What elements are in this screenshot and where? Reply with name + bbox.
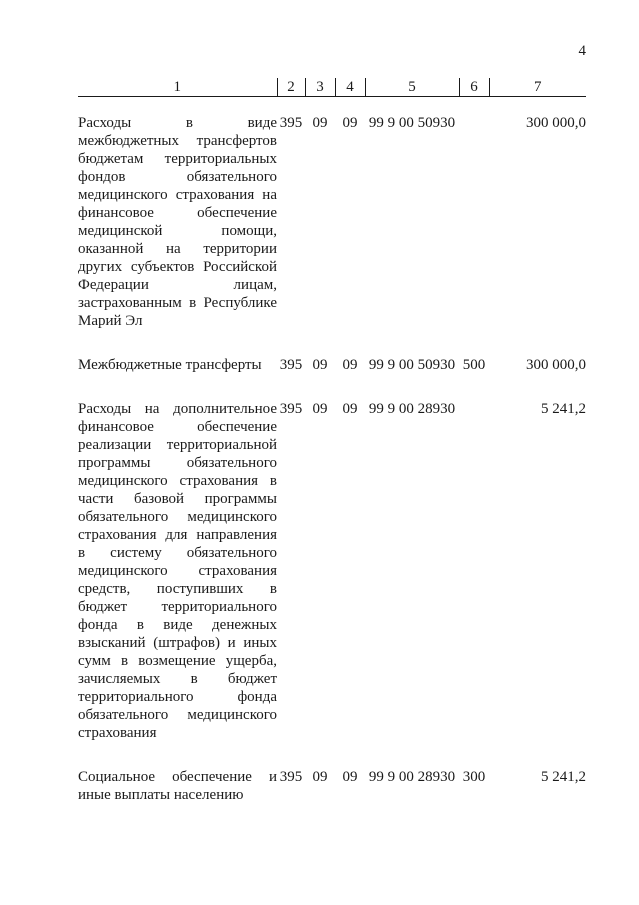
row-name: Межбюджетные трансферты <box>78 357 262 373</box>
row-section: 09 <box>312 769 328 785</box>
row-code-admin: 395 <box>279 115 303 131</box>
table-row <box>78 356 586 374</box>
row-amount: 5 241,2 <box>541 769 586 785</box>
column-header-1: 1 <box>78 78 277 97</box>
row-subsection: 09 <box>342 769 358 785</box>
row-target-item: 99 9 00 50930 <box>368 115 456 131</box>
column-header-4: 4 <box>335 78 365 97</box>
row-section: 09 <box>312 115 328 131</box>
row-code-admin: 395 <box>279 401 303 417</box>
row-amount: 300 000,0 <box>526 357 586 373</box>
table-row <box>78 768 586 804</box>
page-number: 4 <box>578 43 586 59</box>
column-header-7: 7 <box>489 78 586 97</box>
row-expense-type <box>459 400 489 742</box>
row-subsection: 09 <box>342 115 358 131</box>
row-name: Социальное обеспечение и иные выплаты населению <box>78 769 277 803</box>
row-amount: 300 000,0 <box>526 115 586 131</box>
column-header-2: 2 <box>277 78 305 97</box>
row-amount: 5 241,2 <box>541 401 586 417</box>
row-expense-type: 500 <box>462 357 486 373</box>
column-header-6: 6 <box>459 78 489 97</box>
row-code-admin: 395 <box>279 357 303 373</box>
row-expense-type: 300 <box>462 769 486 785</box>
table-row <box>78 400 586 742</box>
row-subsection: 09 <box>342 357 358 373</box>
row-code-admin: 395 <box>279 769 303 785</box>
row-expense-type <box>459 114 489 330</box>
row-target-item: 99 9 00 28930 <box>368 769 456 785</box>
budget-table <box>78 78 586 804</box>
table-row <box>78 114 586 330</box>
row-name: Расходы в виде межбюджетных трансфертов бюджетам территориальных фондов обязательного медицинского страхования на финансовое обеспечение медицинской помощи, оказанной на территории других субъектов Российской Федерации лицам, застрахованным в Республике Марий Эл <box>78 115 277 329</box>
row-target-item: 99 9 00 28930 <box>368 401 456 417</box>
row-section: 09 <box>312 357 328 373</box>
row-section: 09 <box>312 401 328 417</box>
column-header-5: 5 <box>365 78 459 97</box>
row-subsection: 09 <box>342 401 358 417</box>
column-header-3: 3 <box>305 78 335 97</box>
row-name: Расходы на дополнительное финансовое обеспечение реализации территориальной программы обязательного медицинского страхования в части базовой программы обязательного медицинского страхования для направления в систему обязательного медицинского страхования средств, поступивших в бюджет территориального фонда в виде денежных взысканий (штрафов) и иных сумм в возмещение ущерба, зачисляемых в бюджет территориального фонда обязательного медицинского страхования <box>78 401 277 741</box>
table-header-row <box>78 78 586 97</box>
row-target-item: 99 9 00 50930 <box>368 357 456 373</box>
